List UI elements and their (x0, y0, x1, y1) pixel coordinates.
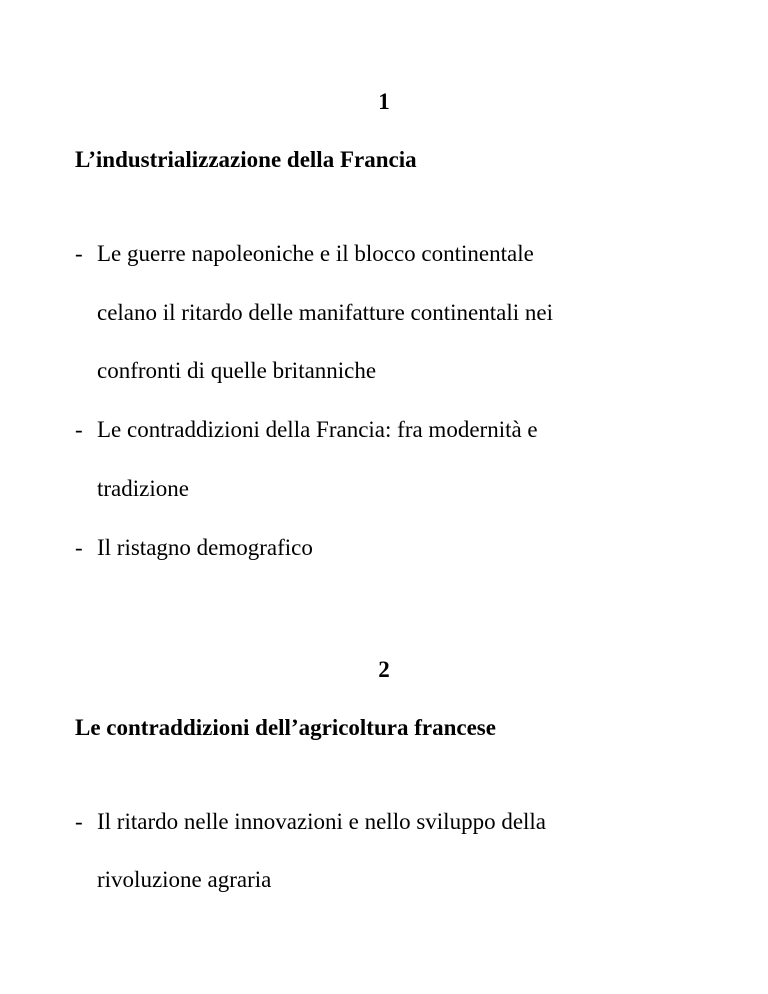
section-1-bullet-1-line-3: confronti di quelle britanniche (97, 358, 377, 383)
bullet-dash: - (75, 809, 83, 834)
bullet-dash: - (75, 535, 83, 560)
section-1-bullet-3 (75, 534, 313, 562)
bullet-dash: - (75, 241, 83, 266)
section-1-number: 1 (378, 89, 390, 114)
section-2-title: Le contraddizioni dell’agricoltura francese (75, 715, 496, 740)
bullet-text: Il ritardo nelle innovazioni e nello sviluppo della (97, 809, 547, 834)
section-2-bullet-1 (75, 808, 546, 836)
bullet-text: Il ristagno demografico (97, 535, 313, 560)
section-1-bullet-1-line-2: celano il ritardo delle manifatture continentali nei (97, 300, 553, 325)
bullet-text: Le contraddizioni della Francia: fra modernità e (97, 417, 538, 442)
section-1-title: L’industrializzazione della Francia (75, 147, 417, 172)
section-1-bullet-2 (75, 416, 538, 444)
section-2-bullet-1-line-2: rivoluzione agraria (97, 867, 272, 892)
bullet-text: Le guerre napoleoniche e il blocco continentale (97, 241, 534, 266)
section-1-bullet-1 (75, 240, 534, 268)
section-2-number: 2 (378, 657, 390, 682)
section-1-bullet-2-line-2: tradizione (97, 476, 189, 501)
bullet-dash: - (75, 417, 83, 442)
